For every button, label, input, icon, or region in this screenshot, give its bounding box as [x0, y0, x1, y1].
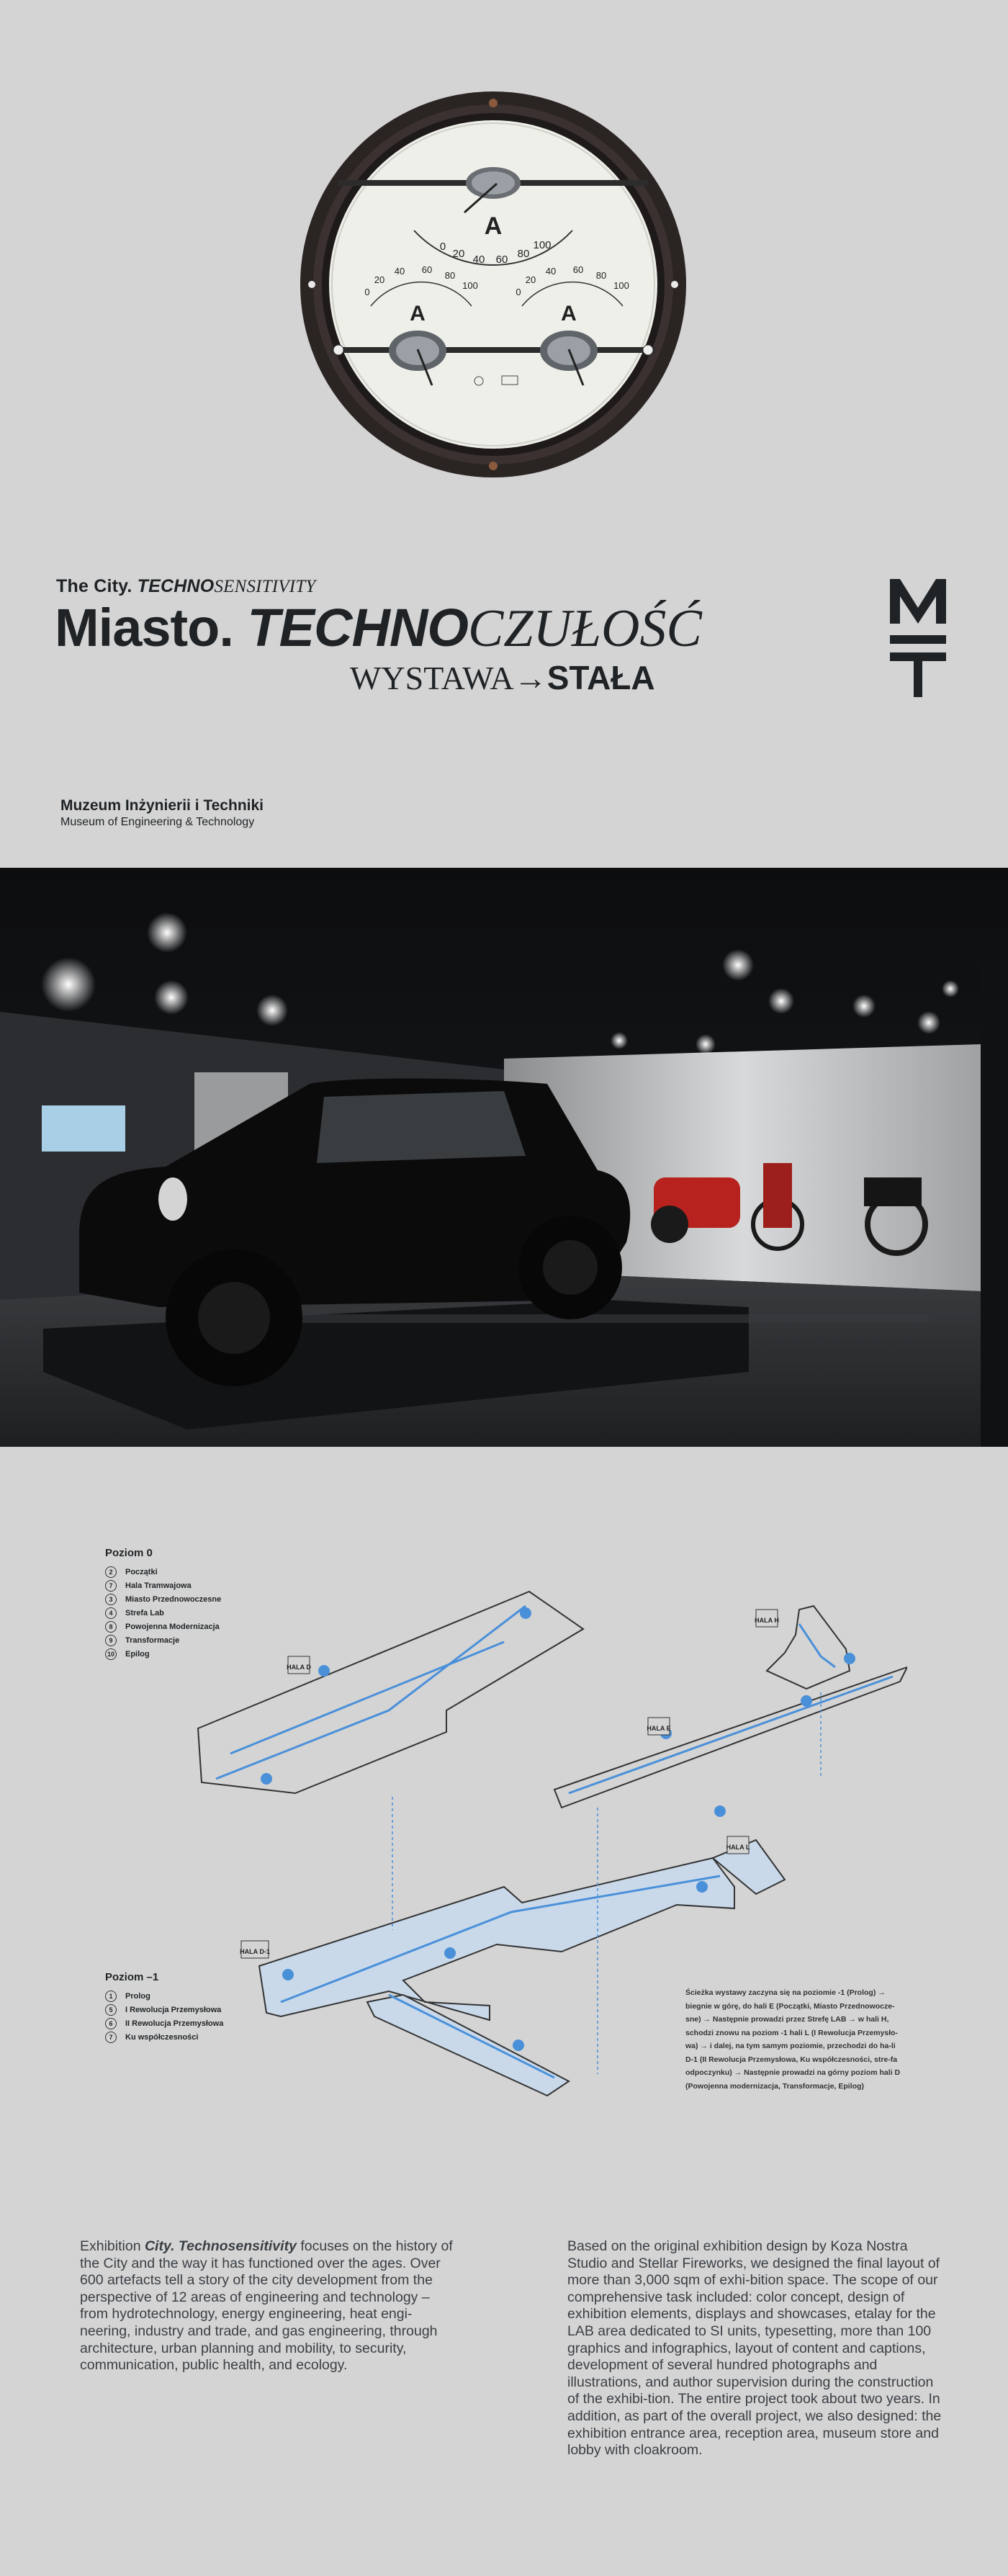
hall-label: HALA D-1	[240, 1948, 270, 1955]
hall-e-level0	[554, 1667, 907, 1808]
legend-level0	[105, 1547, 221, 1661]
svg-text:80: 80	[517, 248, 530, 260]
exhibition-hall-photo	[0, 868, 1008, 1447]
svg-text:40: 40	[394, 266, 405, 277]
svg-text:20: 20	[452, 248, 465, 260]
legend-level-minus1	[105, 1971, 223, 2044]
svg-text:0: 0	[439, 241, 446, 253]
legend-item: 5 I Rewolucja Przemysłowa	[105, 2003, 223, 2016]
exhibition-path-note: Ścieżka wystawy zaczyna się na poziomie -1 (Prolog) → biegnie w górę, do hali E (Początki, Miasto Przednowocze-sne) → Następnie prowadzi przez Strefę LAB → w hali H, schodzi znowu na poziom -1 hali L (I Rewolucja Przemysło-wa) → i dalej, na tym samym poziomie, przechodzi do ha-li D-1 (II Rewolucja Przemysłowa, Ku współczesności, stre-fa odpoczynku) → Następnie prowadzi na górny poziom hali D (Powojenna modernizacja, Transformacje, Epilog)	[685, 1988, 901, 2091]
svg-text:60: 60	[495, 253, 508, 266]
legend-title: Poziom –1	[105, 1971, 159, 1983]
svg-text:100: 100	[462, 280, 478, 291]
svg-text:0: 0	[364, 287, 370, 297]
svg-text:20: 20	[525, 274, 536, 285]
ammeter-gauge-image	[299, 90, 688, 479]
legend-item: 4 Strefa Lab	[105, 1606, 221, 1620]
svg-text:40: 40	[545, 266, 557, 277]
legend-item: 2 Początki	[105, 1565, 221, 1579]
legend-item: 10 Epilog	[105, 1647, 221, 1661]
svg-text:80: 80	[444, 270, 456, 281]
legend-title: Poziom 0	[105, 1547, 153, 1559]
svg-text:100: 100	[533, 239, 552, 251]
dial-letter: A	[410, 302, 426, 326]
dial-letter: A	[484, 212, 503, 240]
hall-label: HALA D	[287, 1664, 311, 1671]
legend-item: 1 Prolog	[105, 1989, 223, 2003]
dial-letter: A	[561, 302, 577, 326]
legend-item: 6 II Rewolucja Przemysłowa	[105, 2016, 223, 2030]
svg-text:40: 40	[472, 253, 485, 266]
svg-text:100: 100	[613, 280, 629, 291]
svg-text:80: 80	[595, 270, 607, 281]
legend-item: 9 Transformacje	[105, 1633, 221, 1647]
exhibition-headline: Miasto. TECHNOCZUŁOŚĆ	[55, 598, 702, 658]
legend-item: 8 Powojenna Modernizacja	[105, 1620, 221, 1633]
museum-logo-icon	[890, 579, 946, 697]
legend-item: 7 Ku współczesności	[105, 2030, 223, 2044]
museum-name-en: Museum of Engineering & Technology	[60, 816, 255, 828]
svg-text:20: 20	[374, 274, 385, 285]
permanent-exhibition-label: WYSTAWA→STAŁA	[350, 659, 655, 696]
museum-name-pl: Muzeum Inżynierii i Techniki	[60, 797, 264, 814]
arrow-right-icon: →	[513, 660, 547, 696]
hall-label: HALA E	[647, 1725, 671, 1732]
svg-text:60: 60	[572, 264, 584, 275]
hall-d-1-level-1	[259, 1858, 734, 2020]
exhibition-subtitle: The City. TECHNOSENSITIVITY	[56, 576, 316, 596]
hall-label: HALA L	[726, 1844, 750, 1851]
description-right: Based on the original exhibition design by Koza Nostra Studio and Stellar Fireworks, we designed the final layout of more than 3,000 sqm of exhi-bition space. The scope of our comprehensive task included: color concept, design of exhibition elements, displays and showcases, etalay for the LAB area dedicated to SI units, typesetting, more than 100 graphics and infographics, layout of content and captions, development of several hundred photographs and illustrations, and author supervision during the construction of the exhibi-tion. The entire project took about two years. In addition, as part of the overall project, we also designed: the exhibition entrance area, reception area, museum store and lobby with cloakroom.	[567, 2238, 942, 2459]
legend-item: 3 Miasto Przednowoczesne	[105, 1592, 221, 1606]
hall-label: HALA H	[755, 1617, 779, 1624]
svg-text:60: 60	[421, 264, 433, 275]
hall-h-level0	[767, 1606, 850, 1689]
description-left: Exhibition City. Technosensitivity focuses on the history of the City and the way it has functioned over the ages. Over 600 artefacts tell a story of the city development from the perspective of 12 areas of engineering and technology – from hydrotechnology, energy engineering, heat engi-neering, industry and trade, and gas engineering, through architecture, urban planning and mobility, to security, communication, public health, and ecology.	[80, 2238, 453, 2374]
svg-text:0: 0	[516, 287, 521, 297]
legend-item: 7 Hala Tramwajowa	[105, 1579, 221, 1592]
